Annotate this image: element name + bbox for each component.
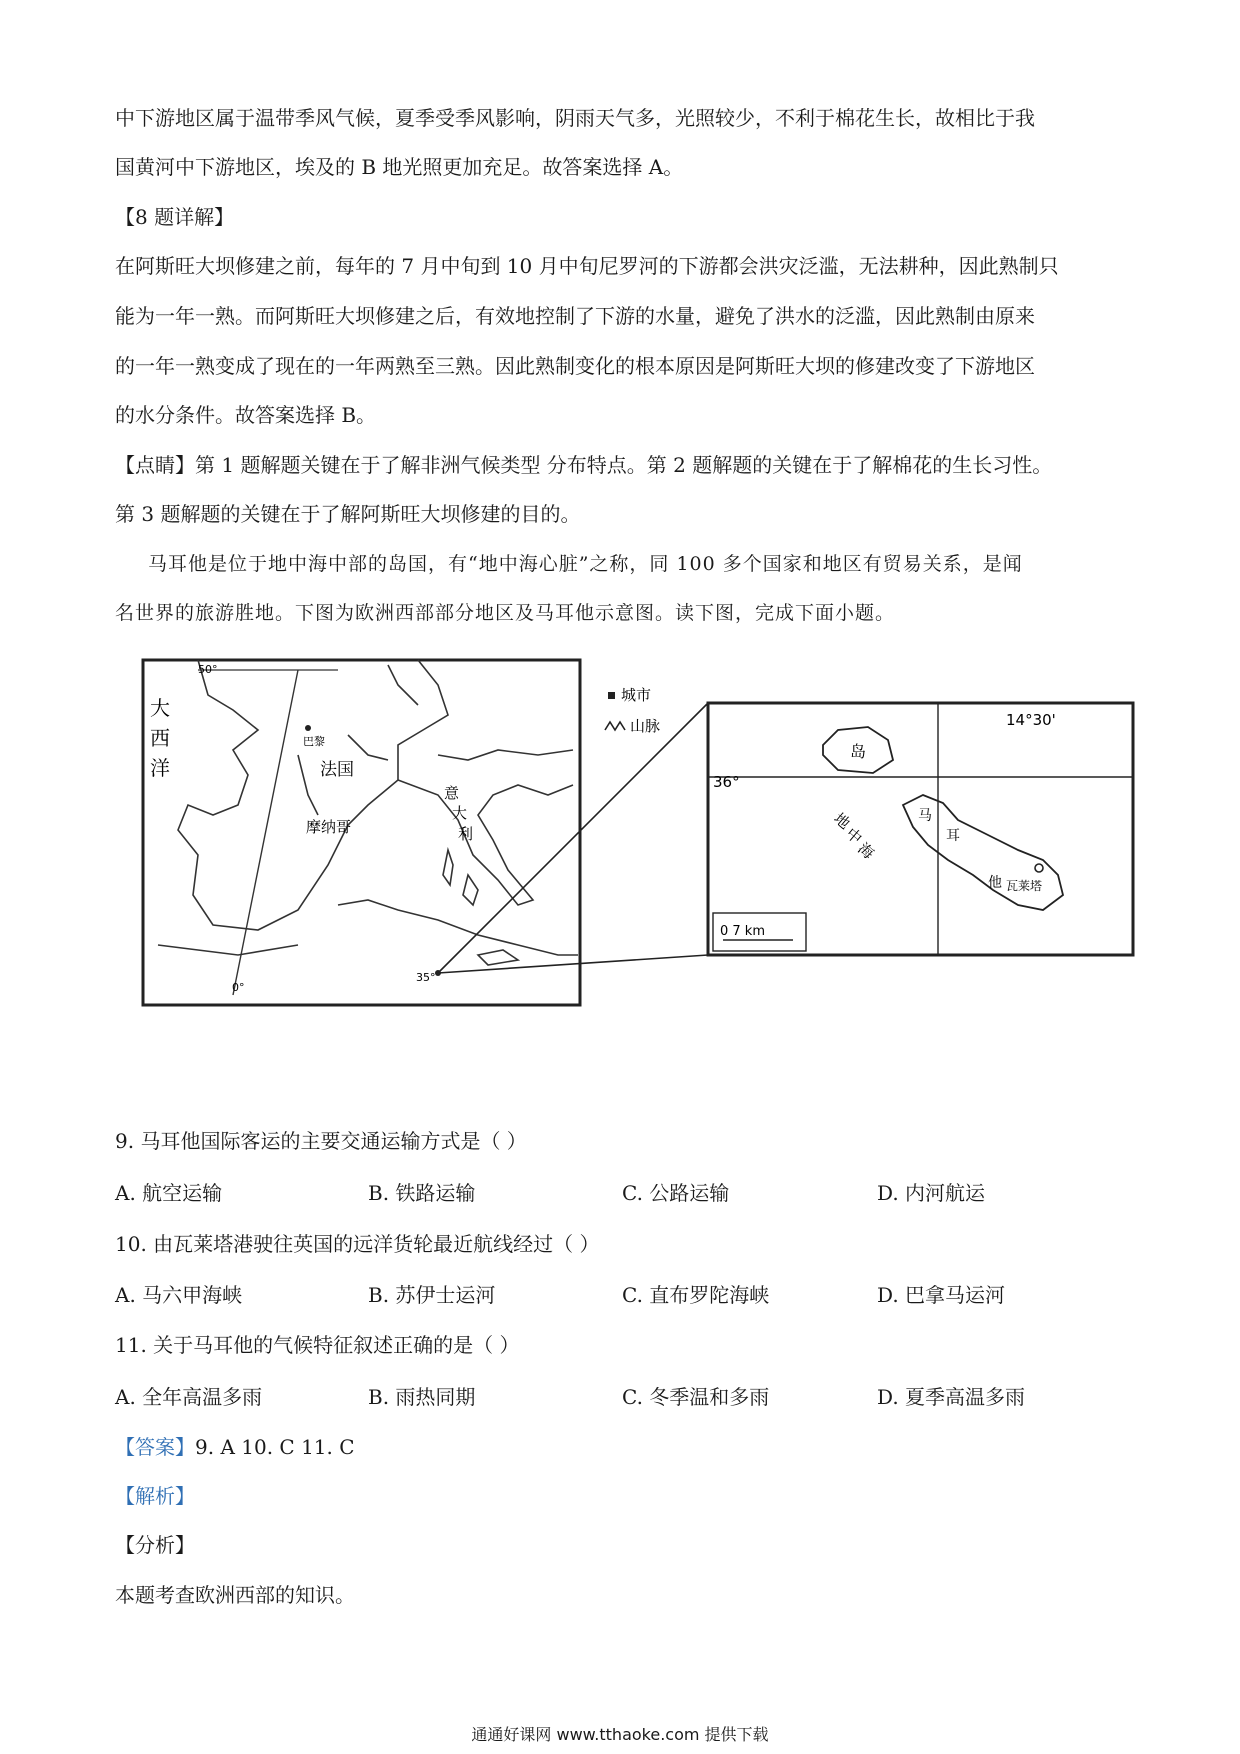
italy-label-3: 利 <box>458 825 474 843</box>
paris-label: 巴黎 <box>303 735 325 748</box>
question-stem-10: 10. 由瓦莱塔港驶往英国的远洋货轮最近航线经过（ ） <box>115 1232 600 1256</box>
island1-label: 岛 <box>850 742 867 761</box>
italy-label-2: 大 <box>452 804 468 822</box>
option-10-d: D. 巴拿马运河 <box>877 1283 1006 1307</box>
answer-line <box>115 1433 355 1461</box>
page-footer: 通通好课网 www.tthaoke.com 提供下载 <box>471 1725 769 1744</box>
option-9-b: B. 铁路运输 <box>368 1181 476 1205</box>
italy-label-1: 意 <box>444 784 460 802</box>
left-map-frame <box>143 660 580 1005</box>
option-9-c: C. 公路运输 <box>622 1181 730 1205</box>
ocean-label-2: 西 <box>150 726 170 750</box>
lat-35-label: 35° <box>416 971 436 984</box>
lat-50-label: 50° <box>198 663 218 676</box>
answer-label: 【答案】 <box>115 1435 195 1459</box>
scale-label: 0 7 km <box>720 924 765 939</box>
valletta-city-icon <box>1035 864 1043 872</box>
europe-malta-map <box>138 655 1138 1015</box>
malta-label-b: 耳 <box>946 828 960 844</box>
paragraph-line: 在阿斯旺大坝修建之前，每年的 7 月中旬到 10 月中旬尼罗河的下游都会洪灾泛滥，无法耕种，因此熟制只 <box>115 254 1059 278</box>
paragraph-line: 国黄河中下游地区，埃及的 B 地光照更加充足。故答案选择 A。 <box>115 155 684 179</box>
sea-label-2: 中 <box>842 824 866 848</box>
option-11-c: C. 冬季温和多雨 <box>622 1385 770 1409</box>
coastlines <box>158 660 578 965</box>
question-stem-11: 11. 关于马耳他的气候特征叙述正确的是（ ） <box>115 1333 520 1357</box>
ocean-label-3: 洋 <box>150 756 170 780</box>
dianjing-line: 【点睛】第 1 题解题关键在于了解非洲气候类型 分布特点。第 2 题解题的关键在于了解棉花的生长习性。 <box>115 453 1053 477</box>
question-stem-9: 9. 马耳他国际客运的主要交通运输方式是（ ） <box>115 1129 527 1153</box>
option-11-a: A. 全年高温多雨 <box>115 1385 263 1409</box>
fenxi-text: 本题考查欧洲西部的知识。 <box>115 1583 355 1607</box>
paris-city-icon <box>305 725 311 731</box>
malta-label-a: 马 <box>918 808 932 824</box>
analysis-label: 【解析】 <box>115 1484 195 1508</box>
france-label: 法国 <box>320 760 354 780</box>
zoom-line-top <box>438 703 708 973</box>
answer-text: 9. A 10. C 11. C <box>195 1435 355 1459</box>
paragraph-line: 的一年一熟变成了现在的一年两熟至三熟。因此熟制变化的根本原因是阿斯旺大坝的修建改变了下游地区 <box>115 354 1035 378</box>
fenxi-label: 【分析】 <box>115 1533 195 1557</box>
dianjing-line: 第 3 题解题的关键在于了解阿斯旺大坝修建的目的。 <box>115 502 581 526</box>
valletta-label: 瓦莱塔 <box>1006 879 1043 893</box>
malta-label-c: 他 <box>988 875 1002 891</box>
section-heading: 【8 题详解】 <box>115 205 235 229</box>
intro-line: 名世界的旅游胜地。下图为欧洲西部部分地区及马耳他示意图。读下图，完成下面小题。 <box>115 602 896 624</box>
paragraph-line: 的水分条件。故答案选择 B。 <box>115 403 377 427</box>
monaco-label: 摩纳哥 <box>306 818 352 836</box>
intro-line: 马耳他是位于地中海中部的岛国，有“地中海心脏”之称，同 100 多个国家和地区有贸易关系，是闻 <box>148 553 1023 575</box>
ocean-label-1: 大 <box>150 696 170 720</box>
sea-label-1: 地 <box>830 809 854 833</box>
right-map-frame <box>708 703 1133 955</box>
option-9-d: D. 内河航运 <box>877 1181 986 1205</box>
legend-mountain-label: 山脉 <box>630 717 661 735</box>
option-10-b: B. 苏伊士运河 <box>368 1283 496 1307</box>
city-legend-icon <box>608 692 615 699</box>
legend-city-label: 城市 <box>621 686 652 704</box>
paragraph-line: 能为一年一熟。而阿斯旺大坝修建之后，有效地控制了下游的水量，避免了洪水的泛滥，因此熟制由原来 <box>115 304 1035 328</box>
sea-label-3: 海 <box>854 839 878 863</box>
option-11-b: B. 雨热同期 <box>368 1385 476 1409</box>
option-9-a: A. 航空运输 <box>115 1181 223 1205</box>
option-10-a: A. 马六甲海峡 <box>115 1283 243 1307</box>
option-10-c: C. 直布罗陀海峡 <box>622 1283 770 1307</box>
option-11-d: D. 夏季高温多雨 <box>877 1385 1026 1409</box>
zoom-line-bottom <box>438 955 708 973</box>
mountain-legend-icon <box>605 722 625 730</box>
lon-1430-label: 14°30' <box>1006 711 1056 729</box>
lat-36-label: 36° <box>713 773 740 791</box>
paragraph-line: 中下游地区属于温带季风气候，夏季受季风影响，阴雨天气多，光照较少，不利于棉花生长，故相比于我 <box>115 106 1035 130</box>
lon-0-label: 0° <box>232 981 245 994</box>
